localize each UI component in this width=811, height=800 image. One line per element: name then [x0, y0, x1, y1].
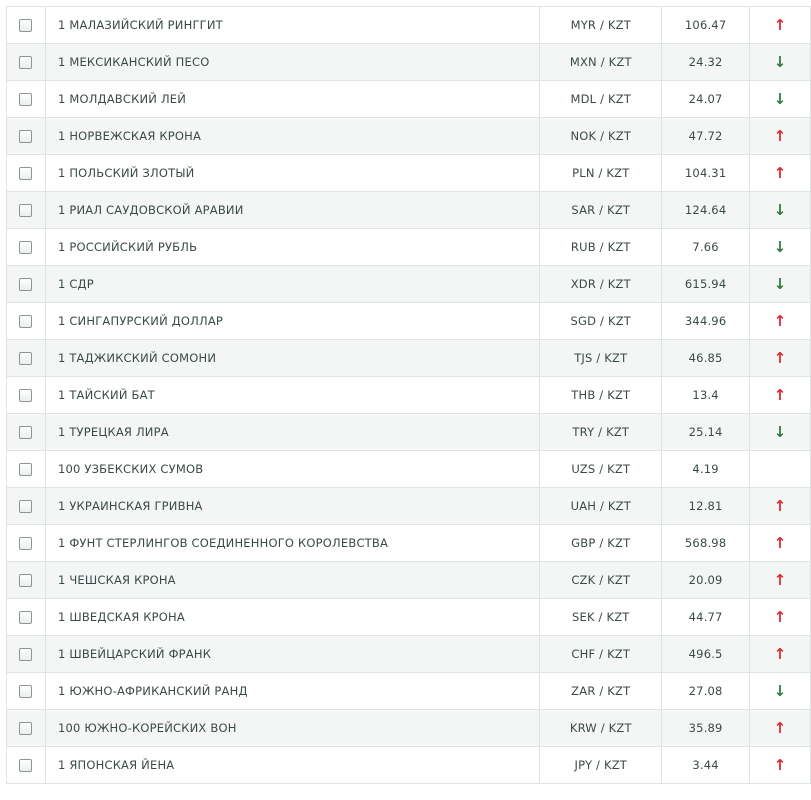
- select-cell: [7, 266, 46, 302]
- exchange-rate: 615.94: [662, 266, 750, 302]
- arrow-down-icon: ↓: [773, 237, 787, 256]
- currency-name: 1 УКРАИНСКАЯ ГРИВНА: [46, 488, 540, 524]
- arrow-up-icon: ↑: [773, 644, 787, 663]
- select-cell: [7, 81, 46, 117]
- trend-cell: [750, 44, 811, 80]
- currency-name: 1 ПОЛЬСКИЙ ЗЛОТЫЙ: [46, 155, 540, 191]
- row-checkbox[interactable]: [19, 463, 32, 476]
- select-cell: [7, 229, 46, 265]
- currency-name: 1 МЕКСИКАНСКИЙ ПЕСО: [46, 44, 540, 80]
- currency-pair: UZS / KZT: [540, 451, 662, 487]
- arrow-down-icon: ↓: [773, 422, 787, 441]
- table-row: [6, 673, 811, 710]
- currency-name: 1 РИАЛ САУДОВСКОЙ АРАВИИ: [46, 192, 540, 228]
- currency-pair: SEK / KZT: [540, 599, 662, 635]
- currency-pair: CHF / KZT: [540, 636, 662, 672]
- row-checkbox[interactable]: [19, 426, 32, 439]
- select-cell: [7, 118, 46, 154]
- trend-cell: [750, 118, 811, 154]
- currency-pair: TRY / KZT: [540, 414, 662, 450]
- arrow-up-icon: ↑: [773, 718, 787, 737]
- row-checkbox[interactable]: [19, 352, 32, 365]
- row-checkbox[interactable]: [19, 315, 32, 328]
- trend-cell: [750, 7, 811, 43]
- currency-pair: KRW / KZT: [540, 710, 662, 746]
- select-cell: [7, 488, 46, 524]
- currency-pair: MXN / KZT: [540, 44, 662, 80]
- exchange-rate: 35.89: [662, 710, 750, 746]
- row-checkbox[interactable]: [19, 167, 32, 180]
- exchange-rate: 104.31: [662, 155, 750, 191]
- table-row: [6, 525, 811, 562]
- select-cell: [7, 673, 46, 709]
- trend-cell: [750, 414, 811, 450]
- select-cell: [7, 340, 46, 376]
- currency-name: 1 ФУНТ СТЕРЛИНГОВ СОЕДИНЕННОГО КОРОЛЕВСТВА: [46, 525, 540, 561]
- exchange-rate: 46.85: [662, 340, 750, 376]
- select-cell: [7, 451, 46, 487]
- table-row: [6, 599, 811, 636]
- arrow-up-icon: ↑: [773, 533, 787, 552]
- currency-pair: THB / KZT: [540, 377, 662, 413]
- arrow-up-icon: ↑: [773, 163, 787, 182]
- row-checkbox[interactable]: [19, 685, 32, 698]
- select-cell: [7, 525, 46, 561]
- currency-pair: NOK / KZT: [540, 118, 662, 154]
- row-checkbox[interactable]: [19, 648, 32, 661]
- select-cell: [7, 747, 46, 783]
- currency-rates-table: [6, 6, 811, 784]
- select-cell: [7, 155, 46, 191]
- currency-pair: RUB / KZT: [540, 229, 662, 265]
- trend-cell: [750, 488, 811, 524]
- table-row: [6, 340, 811, 377]
- currency-name: 1 ШВЕДСКАЯ КРОНА: [46, 599, 540, 635]
- arrow-up-icon: ↑: [773, 607, 787, 626]
- currency-name: 1 ШВЕЙЦАРСКИЙ ФРАНК: [46, 636, 540, 672]
- trend-cell: [750, 303, 811, 339]
- select-cell: [7, 599, 46, 635]
- arrow-up-icon: ↑: [773, 496, 787, 515]
- trend-cell: [750, 81, 811, 117]
- arrow-up-icon: ↑: [773, 348, 787, 367]
- table-row: [6, 303, 811, 340]
- row-checkbox[interactable]: [19, 500, 32, 513]
- currency-pair: ZAR / KZT: [540, 673, 662, 709]
- exchange-rate: 27.08: [662, 673, 750, 709]
- currency-pair: GBP / KZT: [540, 525, 662, 561]
- table-row: [6, 266, 811, 303]
- table-row: [6, 488, 811, 525]
- select-cell: [7, 710, 46, 746]
- trend-cell: [750, 747, 811, 783]
- select-cell: [7, 44, 46, 80]
- select-cell: [7, 414, 46, 450]
- currency-name: 1 СДР: [46, 266, 540, 302]
- table-row: [6, 451, 811, 488]
- table-row: [6, 747, 811, 784]
- table-row: [6, 81, 811, 118]
- trend-cell: [750, 636, 811, 672]
- exchange-rate: 12.81: [662, 488, 750, 524]
- row-checkbox[interactable]: [19, 389, 32, 402]
- table-row: [6, 636, 811, 673]
- currency-name: 1 МАЛАЗИЙСКИЙ РИНГГИТ: [46, 7, 540, 43]
- currency-name: 1 ЧЕШСКАЯ КРОНА: [46, 562, 540, 598]
- row-checkbox[interactable]: [19, 278, 32, 291]
- exchange-rate: 13.4: [662, 377, 750, 413]
- trend-cell: [750, 340, 811, 376]
- trend-cell: [750, 562, 811, 598]
- row-checkbox[interactable]: [19, 19, 32, 32]
- row-checkbox[interactable]: [19, 574, 32, 587]
- exchange-rate: 344.96: [662, 303, 750, 339]
- currency-pair: MYR / KZT: [540, 7, 662, 43]
- row-checkbox[interactable]: [19, 56, 32, 69]
- row-checkbox[interactable]: [19, 537, 32, 550]
- table-row: [6, 192, 811, 229]
- currency-name: 1 НОРВЕЖСКАЯ КРОНА: [46, 118, 540, 154]
- trend-cell: [750, 155, 811, 191]
- trend-cell: [750, 599, 811, 635]
- currency-pair: SAR / KZT: [540, 192, 662, 228]
- table-row: [6, 118, 811, 155]
- row-checkbox[interactable]: [19, 759, 32, 772]
- trend-cell: [750, 266, 811, 302]
- trend-cell: [750, 377, 811, 413]
- currency-pair: PLN / KZT: [540, 155, 662, 191]
- exchange-rate: 25.14: [662, 414, 750, 450]
- table-row: [6, 7, 811, 44]
- arrow-up-icon: ↑: [773, 15, 787, 34]
- currency-name: 100 ЮЖНО-КОРЕЙСКИХ ВОН: [46, 710, 540, 746]
- currency-name: 1 СИНГАПУРСКИЙ ДОЛЛАР: [46, 303, 540, 339]
- table-row: [6, 155, 811, 192]
- row-checkbox[interactable]: [19, 130, 32, 143]
- table-row: [6, 229, 811, 266]
- arrow-down-icon: ↓: [773, 681, 787, 700]
- arrow-up-icon: ↑: [773, 755, 787, 774]
- select-cell: [7, 192, 46, 228]
- trend-cell: [750, 192, 811, 228]
- currency-pair: XDR / KZT: [540, 266, 662, 302]
- select-cell: [7, 636, 46, 672]
- exchange-rate: 106.47: [662, 7, 750, 43]
- row-checkbox[interactable]: [19, 611, 32, 624]
- currency-pair: CZK / KZT: [540, 562, 662, 598]
- row-checkbox[interactable]: [19, 204, 32, 217]
- exchange-rate: 47.72: [662, 118, 750, 154]
- trend-cell: [750, 710, 811, 746]
- table-row: [6, 377, 811, 414]
- currency-name: 1 МОЛДАВСКИЙ ЛЕЙ: [46, 81, 540, 117]
- table-row: [6, 44, 811, 81]
- exchange-rate: 124.64: [662, 192, 750, 228]
- row-checkbox[interactable]: [19, 722, 32, 735]
- row-checkbox[interactable]: [19, 241, 32, 254]
- select-cell: [7, 562, 46, 598]
- trend-cell: [750, 229, 811, 265]
- trend-cell: [750, 673, 811, 709]
- table-row: [6, 710, 811, 747]
- currency-name: 1 ТАДЖИКСКИЙ СОМОНИ: [46, 340, 540, 376]
- trend-cell: [750, 525, 811, 561]
- arrow-down-icon: ↓: [773, 52, 787, 71]
- currency-name: 1 ТУРЕЦКАЯ ЛИРА: [46, 414, 540, 450]
- currency-pair: TJS / KZT: [540, 340, 662, 376]
- currency-pair: MDL / KZT: [540, 81, 662, 117]
- arrow-down-icon: ↓: [773, 274, 787, 293]
- exchange-rate: 44.77: [662, 599, 750, 635]
- arrow-down-icon: ↓: [773, 89, 787, 108]
- table-row: [6, 562, 811, 599]
- exchange-rate: 568.98: [662, 525, 750, 561]
- row-checkbox[interactable]: [19, 93, 32, 106]
- arrow-up-icon: ↑: [773, 385, 787, 404]
- currency-name: 1 ЯПОНСКАЯ ЙЕНА: [46, 747, 540, 783]
- currency-name: 1 РОССИЙСКИЙ РУБЛЬ: [46, 229, 540, 265]
- trend-cell: [750, 451, 811, 487]
- currency-pair: SGD / KZT: [540, 303, 662, 339]
- arrow-up-icon: ↑: [773, 570, 787, 589]
- currency-pair: JPY / KZT: [540, 747, 662, 783]
- select-cell: [7, 7, 46, 43]
- currency-name: 100 УЗБЕКСКИХ СУМОВ: [46, 451, 540, 487]
- exchange-rate: 4.19: [662, 451, 750, 487]
- exchange-rate: 7.66: [662, 229, 750, 265]
- select-cell: [7, 377, 46, 413]
- table-row: [6, 414, 811, 451]
- currency-name: 1 ЮЖНО-АФРИКАНСКИЙ РАНД: [46, 673, 540, 709]
- select-cell: [7, 303, 46, 339]
- arrow-down-icon: ↓: [773, 200, 787, 219]
- exchange-rate: 3.44: [662, 747, 750, 783]
- arrow-up-icon: ↑: [773, 311, 787, 330]
- exchange-rate: 24.07: [662, 81, 750, 117]
- exchange-rate: 496.5: [662, 636, 750, 672]
- currency-name: 1 ТАЙСКИЙ БАТ: [46, 377, 540, 413]
- exchange-rate: 20.09: [662, 562, 750, 598]
- arrow-up-icon: ↑: [773, 126, 787, 145]
- exchange-rate: 24.32: [662, 44, 750, 80]
- currency-pair: UAH / KZT: [540, 488, 662, 524]
